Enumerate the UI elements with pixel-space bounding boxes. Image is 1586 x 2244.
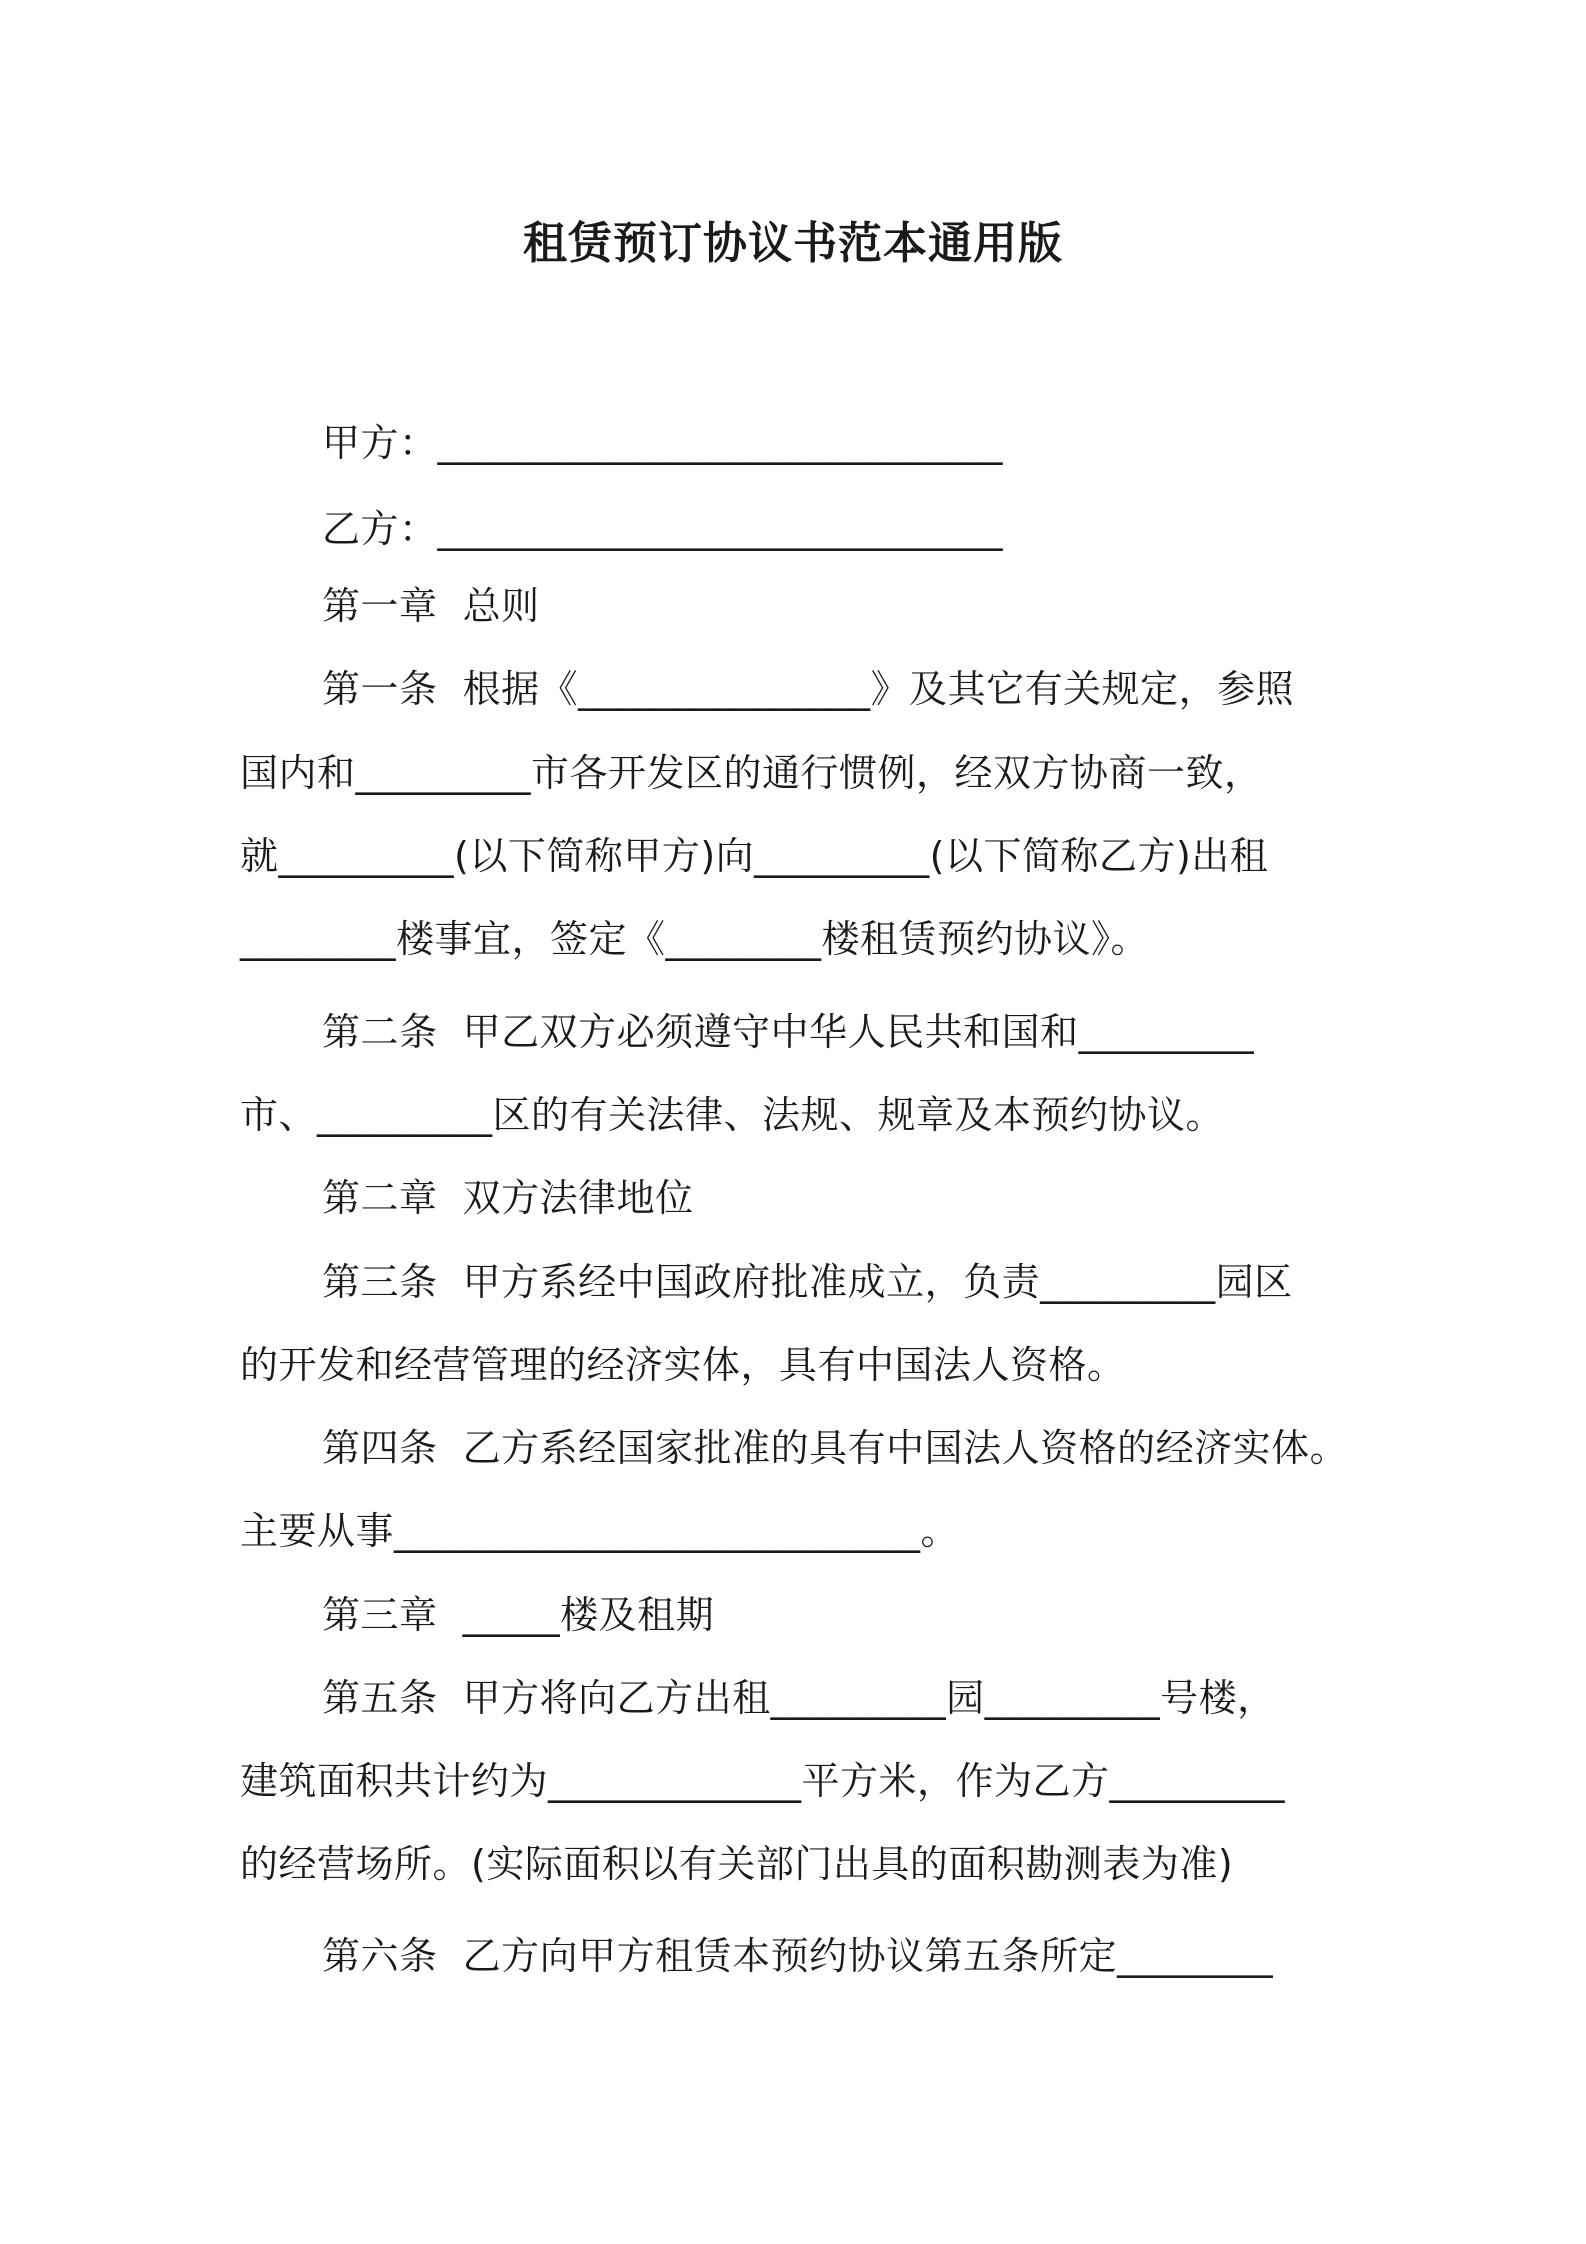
article-5-line-3: 的经营场所。(实际面积以有关部门出具的面积勘测表为准) [240, 1842, 1234, 1886]
article-4-line-1: 第四条 乙方系经国家批准的具有中国法人资格的经济实体。 [322, 1426, 1349, 1470]
article-1-line-1: 第一条 根据《_______________》及其它有关规定，参照 [322, 667, 1295, 711]
article-1-line-4: ________楼事宜，签定《________楼租赁预约协议》。 [240, 917, 1150, 961]
article-3-line-2: 的开发和经营管理的经济实体，具有中国法人资格。 [240, 1343, 1126, 1387]
article-2-line-1: 第二条 甲乙双方必须遵守中华人民共和国和_________ [322, 1010, 1255, 1054]
article-3-line-1: 第三条 甲方系经中国政府批准成立，负责_________园区 [322, 1260, 1293, 1304]
document-title: 租赁预订协议书范本通用版 [523, 218, 1063, 269]
party-b-line: 乙方：_____________________________ [322, 507, 1004, 551]
article-5-line-1: 第五条 甲方将向乙方出租_________园_________号楼， [322, 1676, 1276, 1720]
article-1-line-3: 就_________(以下简称甲方)向_________(以下简称乙方)出租 [240, 834, 1269, 878]
article-5-line-2: 建筑面积共计约为_____________平方米，作为乙方_________ [240, 1759, 1286, 1803]
article-6-line-1: 第六条 乙方向甲方租赁本预约协议第五条所定________ [322, 1934, 1274, 1978]
chapter-3-heading: 第三章 _____楼及租期 [322, 1593, 715, 1637]
chapter-1-heading: 第一章 总则 [322, 584, 540, 628]
chapter-2-heading: 第二章 双方法律地位 [322, 1176, 694, 1220]
party-a-line: 甲方：_____________________________ [322, 421, 1004, 465]
article-4-line-2: 主要从事___________________________。 [240, 1509, 960, 1553]
article-1-line-2: 国内和_________市各开发区的通行惯例，经双方协商一致， [240, 751, 1263, 795]
article-2-line-2: 市、_________区的有关法律、法规、规章及本预约协议。 [240, 1093, 1225, 1137]
